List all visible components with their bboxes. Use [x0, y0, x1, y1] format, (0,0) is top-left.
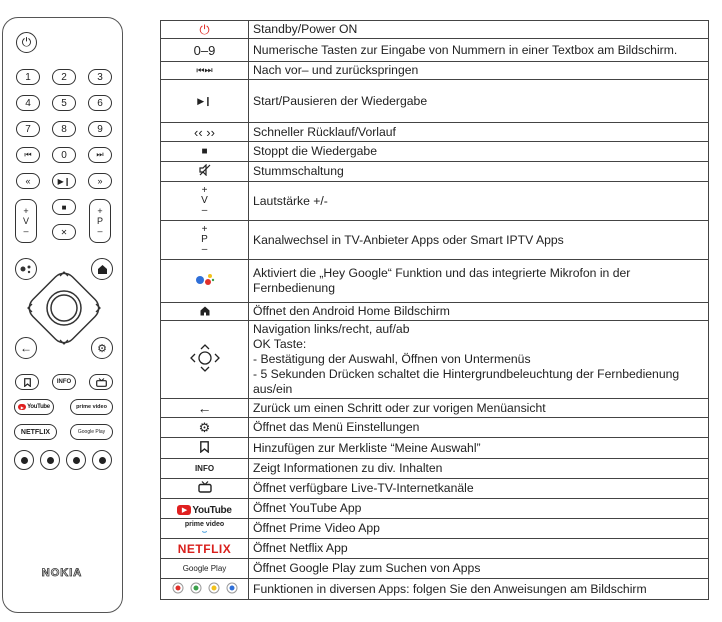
row-description: Stoppt die Wiedergabe — [249, 142, 709, 162]
volume-icon: + V – — [161, 182, 249, 221]
play-pause-icon: ▶❙ — [161, 80, 249, 123]
table-row — [161, 399, 709, 418]
remote-youtube-button[interactable]: ▶ YouTube — [14, 399, 54, 415]
mute-icon — [161, 162, 249, 182]
remote-info-button[interactable]: INFO — [52, 374, 76, 390]
row-description: Öffnet Prime Video App — [249, 519, 709, 539]
row-description: Lautstärke +/- — [249, 182, 709, 221]
remote-settings-button[interactable]: ⚙ — [91, 337, 113, 359]
nav-line: OK Taste: — [253, 337, 307, 351]
volume-minus-label: – — [23, 226, 29, 236]
remote-key-0[interactable]: 0 — [52, 147, 76, 163]
table-row — [161, 303, 709, 321]
row-description: Aktiviert die „Hey Google“ Funktion und das integrierte Mikrofon in der Fernbedienung — [249, 260, 709, 303]
table-row — [161, 162, 709, 182]
remote-prev-button[interactable]: ⏮ — [16, 147, 40, 163]
row-description: Öffnet Google Play zum Suchen von Apps — [249, 559, 709, 579]
live-tv-icon — [161, 479, 249, 499]
channel-icon: + P – — [161, 221, 249, 260]
channel-minus-label: – — [97, 226, 103, 236]
row-description: Funktionen in diversen Apps: folgen Sie den Anweisungen am Bildschirm — [249, 579, 709, 600]
back-arrow-icon: ← — [161, 399, 249, 418]
rewind-forward-icon: ‹‹ ›› — [161, 123, 249, 142]
table-row — [161, 499, 709, 519]
remote-blue-key[interactable] — [92, 450, 112, 470]
table-row — [161, 438, 709, 459]
stop-icon: ■ — [161, 142, 249, 162]
table-row — [161, 123, 709, 142]
remote-key-2[interactable]: 2 — [52, 69, 76, 85]
row-description: Öffnet verfügbare Live-TV-Internetkanäle — [249, 479, 709, 499]
navigation-icon — [161, 321, 249, 399]
table-row — [161, 418, 709, 438]
remote-stop-button[interactable]: ■ — [52, 199, 76, 215]
remote-key-1[interactable]: 1 — [16, 69, 40, 85]
nav-line: - Bestätigung der Auswahl, Öffnen von Untermenüs — [253, 352, 531, 366]
youtube-logo: ▶ YouTube — [161, 499, 249, 519]
table-row — [161, 559, 709, 579]
remote-channel-rocker[interactable] — [89, 199, 111, 243]
table-row — [161, 260, 709, 303]
volume-letter: V — [22, 216, 29, 226]
function-table — [160, 20, 709, 600]
remote-red-key[interactable] — [14, 450, 34, 470]
remote-next-button[interactable]: ⏭ — [88, 147, 112, 163]
remote-volume-rocker[interactable] — [15, 199, 37, 243]
remote-key-7[interactable]: 7 — [16, 121, 40, 137]
row-description: Zurück um einen Schritt oder zur vorigen Menüansicht — [249, 399, 709, 418]
remote-control — [2, 17, 123, 613]
remote-brand-logo: NOKIA — [41, 567, 83, 579]
remote-live-tv-button[interactable] — [89, 374, 113, 390]
bookmark-icon — [161, 438, 249, 459]
row-description: Numerische Tasten zur Eingabe von Nummern in einer Textbox am Bildschirm. — [249, 39, 709, 62]
row-description: Kanalwechsel in TV-Anbieter Apps oder Smart IPTV Apps — [249, 221, 709, 260]
remote-key-4[interactable]: 4 — [16, 95, 40, 111]
remote-green-key[interactable] — [40, 450, 60, 470]
settings-icon: ⚙ — [161, 418, 249, 438]
remote-yellow-key[interactable] — [66, 450, 86, 470]
info-icon: INFO — [161, 459, 249, 479]
table-row — [161, 39, 709, 62]
remote-googleplay-button[interactable]: Google Play — [70, 424, 113, 440]
nav-line: Navigation links/recht, auf/ab — [253, 322, 410, 336]
table-row — [161, 80, 709, 123]
row-description: Schneller Rücklauf/Vorlauf — [249, 123, 709, 142]
remote-mute-button[interactable]: ✕ — [52, 224, 76, 240]
row-description: Öffnet YouTube App — [249, 499, 709, 519]
table-row — [161, 321, 709, 399]
remote-netflix-button[interactable]: NETFLIX — [14, 424, 57, 440]
row-description: Öffnet das Menü Einstellungen — [249, 418, 709, 438]
youtube-logo: YouTube — [27, 404, 50, 410]
row-description: Öffnet den Android Home Bildschirm — [249, 303, 709, 321]
row-description: Zeigt Informationen zu div. Inhalten — [249, 459, 709, 479]
remote-key-3[interactable]: 3 — [88, 69, 112, 85]
row-description — [249, 321, 709, 399]
row-description: Hinzufügen zur Merkliste “Meine Auswahl” — [249, 438, 709, 459]
table-row — [161, 21, 709, 39]
table-row — [161, 182, 709, 221]
table-row — [161, 142, 709, 162]
home-icon — [161, 303, 249, 321]
remote-key-6[interactable]: 6 — [88, 95, 112, 111]
remote-bookmark-button[interactable] — [15, 374, 39, 390]
channel-letter: P — [96, 216, 103, 226]
row-description: Öffnet Netflix App — [249, 539, 709, 559]
table-row — [161, 539, 709, 559]
google-play-logo: Google Play — [161, 559, 249, 579]
table-row — [161, 221, 709, 260]
remote-key-9[interactable]: 9 — [88, 121, 112, 137]
live-tv-icon — [96, 378, 107, 387]
remote-play-pause-button[interactable]: ▶❙ — [52, 173, 76, 189]
table-row — [161, 62, 709, 80]
power-icon: ⏻ — [161, 21, 249, 39]
color-keys-icon — [161, 579, 249, 600]
numeric-keys-icon: 0–9 — [161, 39, 249, 62]
remote-key-8[interactable]: 8 — [52, 121, 76, 137]
row-description: Stummschaltung — [249, 162, 709, 182]
remote-rewind-button[interactable]: « — [16, 173, 40, 189]
table-row — [161, 479, 709, 499]
row-description: Start/Pausieren der Wiedergabe — [249, 80, 709, 123]
google-assistant-icon — [161, 260, 249, 303]
table-row — [161, 519, 709, 539]
remote-back-button[interactable]: ← — [15, 337, 37, 359]
row-description: Standby/Power ON — [249, 21, 709, 39]
skip-icon: ⏮⏭ — [161, 62, 249, 80]
remote-key-5[interactable]: 5 — [52, 95, 76, 111]
remote-forward-button[interactable]: » — [88, 173, 112, 189]
table-row — [161, 459, 709, 479]
prime-video-logo: prime video ⌣ — [161, 519, 249, 539]
netflix-logo: NETFLIX — [161, 539, 249, 559]
volume-plus-label: + — [23, 206, 29, 216]
remote-power-button[interactable]: ⏻ — [16, 32, 37, 53]
nav-line: - 5 Sekunden Drücken schaltet die Hintergrundbeleuchtung der Fernbedienung aus/ein — [253, 367, 680, 396]
remote-prime-button[interactable]: prime video — [70, 399, 113, 415]
row-description: Nach vor– und zurückspringen — [249, 62, 709, 80]
table-row — [161, 579, 709, 600]
channel-plus-label: + — [97, 206, 103, 216]
bookmark-icon — [24, 378, 31, 387]
